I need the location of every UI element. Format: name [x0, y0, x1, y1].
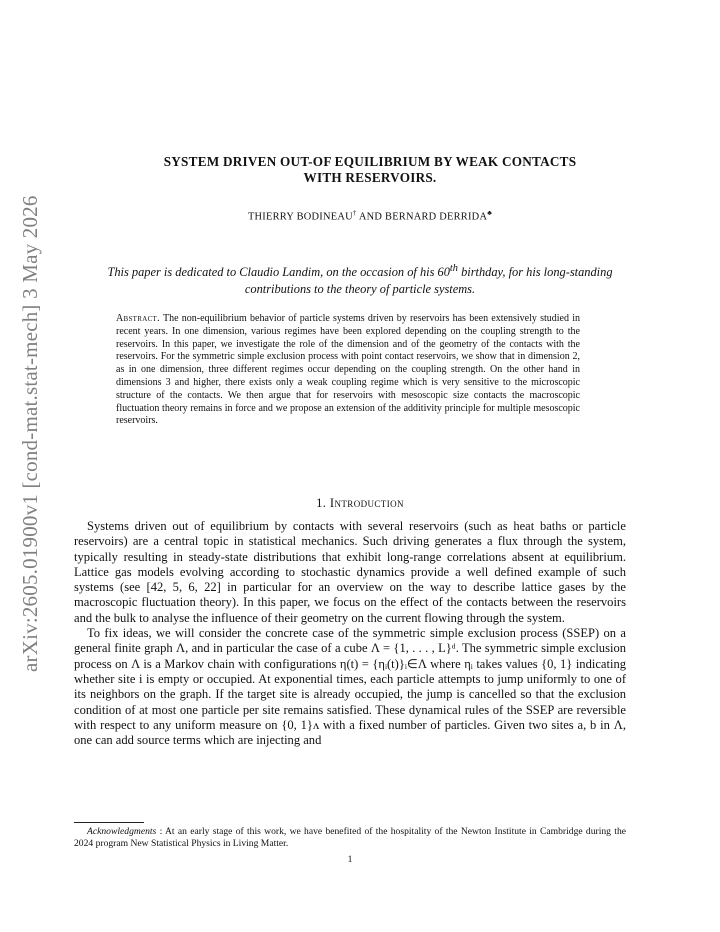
footnote-divider: [74, 822, 144, 823]
author-derrida: BERNARD DERRIDA: [385, 211, 488, 223]
body-paragraph: Systems driven out of equilibrium by contacts with several reservoirs (such as heat baths or particle reservoirs) are a central topic in statistical mechanics. Such driving generates a flux through the system, typically resulting in steady-state distributions that exhibit long-range correlations absent at equilibrium. Lattice gas models evolving according to stochastic dynamics provide a well defined example of such systems (see [42, 5, 6, 22] in particular for an overview on the way to describe lattice gases by the macroscopic fluctuation theory). In this paper, we focus on the effect of the contacts between the reservoirs and the bulk to analyse the influence of their geometry on the current flowing through the system.: [74, 519, 626, 625]
dedication: [86, 261, 634, 297]
author-list: [80, 209, 660, 222]
abstract-label: Abstract.: [116, 313, 160, 324]
introduction-body: [74, 519, 626, 748]
abstract-text: The non-equilibrium behavior of particle systems driven by reservoirs has been extensively studied in recent years. In one dimension, various regimes have been explored depending on the coupling strength to the reservoirs. In this paper, we investigate the role of the dimension and of the geometry of the contacts with the reservoirs. For the symmetric simple exclusion process with point contact reservoirs, we show that in dimension 2, as in one dimension, three different regimes occur depending on the coupling strength. On the other hand in dimensions 3 and higher, there exists only a weak coupling regime which is very sensitive to the microscopic structure of the contacts. We then argue that for reservoirs with mesoscopic size contacts the macroscopic fluctuation theory remains in force and we propose an extension of the additivity principle for multiple mesoscopic reservoirs.: [116, 313, 580, 427]
dedication-superscript: th: [449, 263, 458, 274]
author-derrida-mark: ♣: [487, 209, 493, 217]
section-number: 1.: [316, 496, 327, 510]
section-heading-introduction: [80, 496, 640, 511]
section-title: Introduction: [329, 496, 404, 510]
page-number: 1: [347, 854, 353, 865]
title-line-1: SYSTEM DRIVEN OUT-OF EQUILIBRIUM BY WEAK CONTACTS: [163, 154, 577, 169]
dedication-text-start: This paper is dedicated to Claudio Landim, on the occasion of his 60: [107, 265, 450, 280]
title-line-2: WITH RESERVOIRS.: [303, 170, 437, 185]
footnote-text: : At an early stage of this work, we have benefited of the hospitality of the Newton Institute in Cambridge during the 2024 program New Statistical Physics in Living Matter.: [74, 826, 626, 850]
acknowledgments-footnote: [74, 826, 626, 851]
footnote-label: Acknowledgments: [87, 826, 157, 837]
paper-title: [80, 154, 660, 186]
abstract: [116, 313, 580, 428]
author-bodineau: THIERRY BODINEAU: [247, 211, 353, 223]
dedication-text-end: birthday, for his long-standing contributions to the theory of particle systems.: [244, 265, 613, 296]
body-paragraph: To fix ideas, we will consider the concrete case of the symmetric simple exclusion process (SSEP) on a general finite graph Λ, and in particular the case of a cube Λ = {1, . . . , L}ᵈ. The symmetric simple exclusion process on Λ is a Markov chain with configurations η(t) = {ηᵢ(t)}ᵢ∈Λ where ηᵢ takes values {0, 1} indicating whether site i is empty or occupied. At exponential times, each particle attempts to jump uniformly to one of its neighbors on the graph. If the target site is already occupied, the jump is cancelled so that the exclusion condition of at most one particle per site remains satisfied. These dynamical rules of the SSEP are reversible with respect to any uniform measure on {0, 1}ᴧ with a fixed number of particles. Given two sites a, b in Λ, one can add source terms which are injecting and: [74, 626, 626, 748]
author-bodineau-mark: †: [352, 209, 357, 217]
arxiv-identifier-stamp: arXiv:2605.01900v1 [cond-mat.stat-mech] 3 May 2026: [18, 195, 42, 672]
author-connector: AND: [356, 211, 386, 223]
